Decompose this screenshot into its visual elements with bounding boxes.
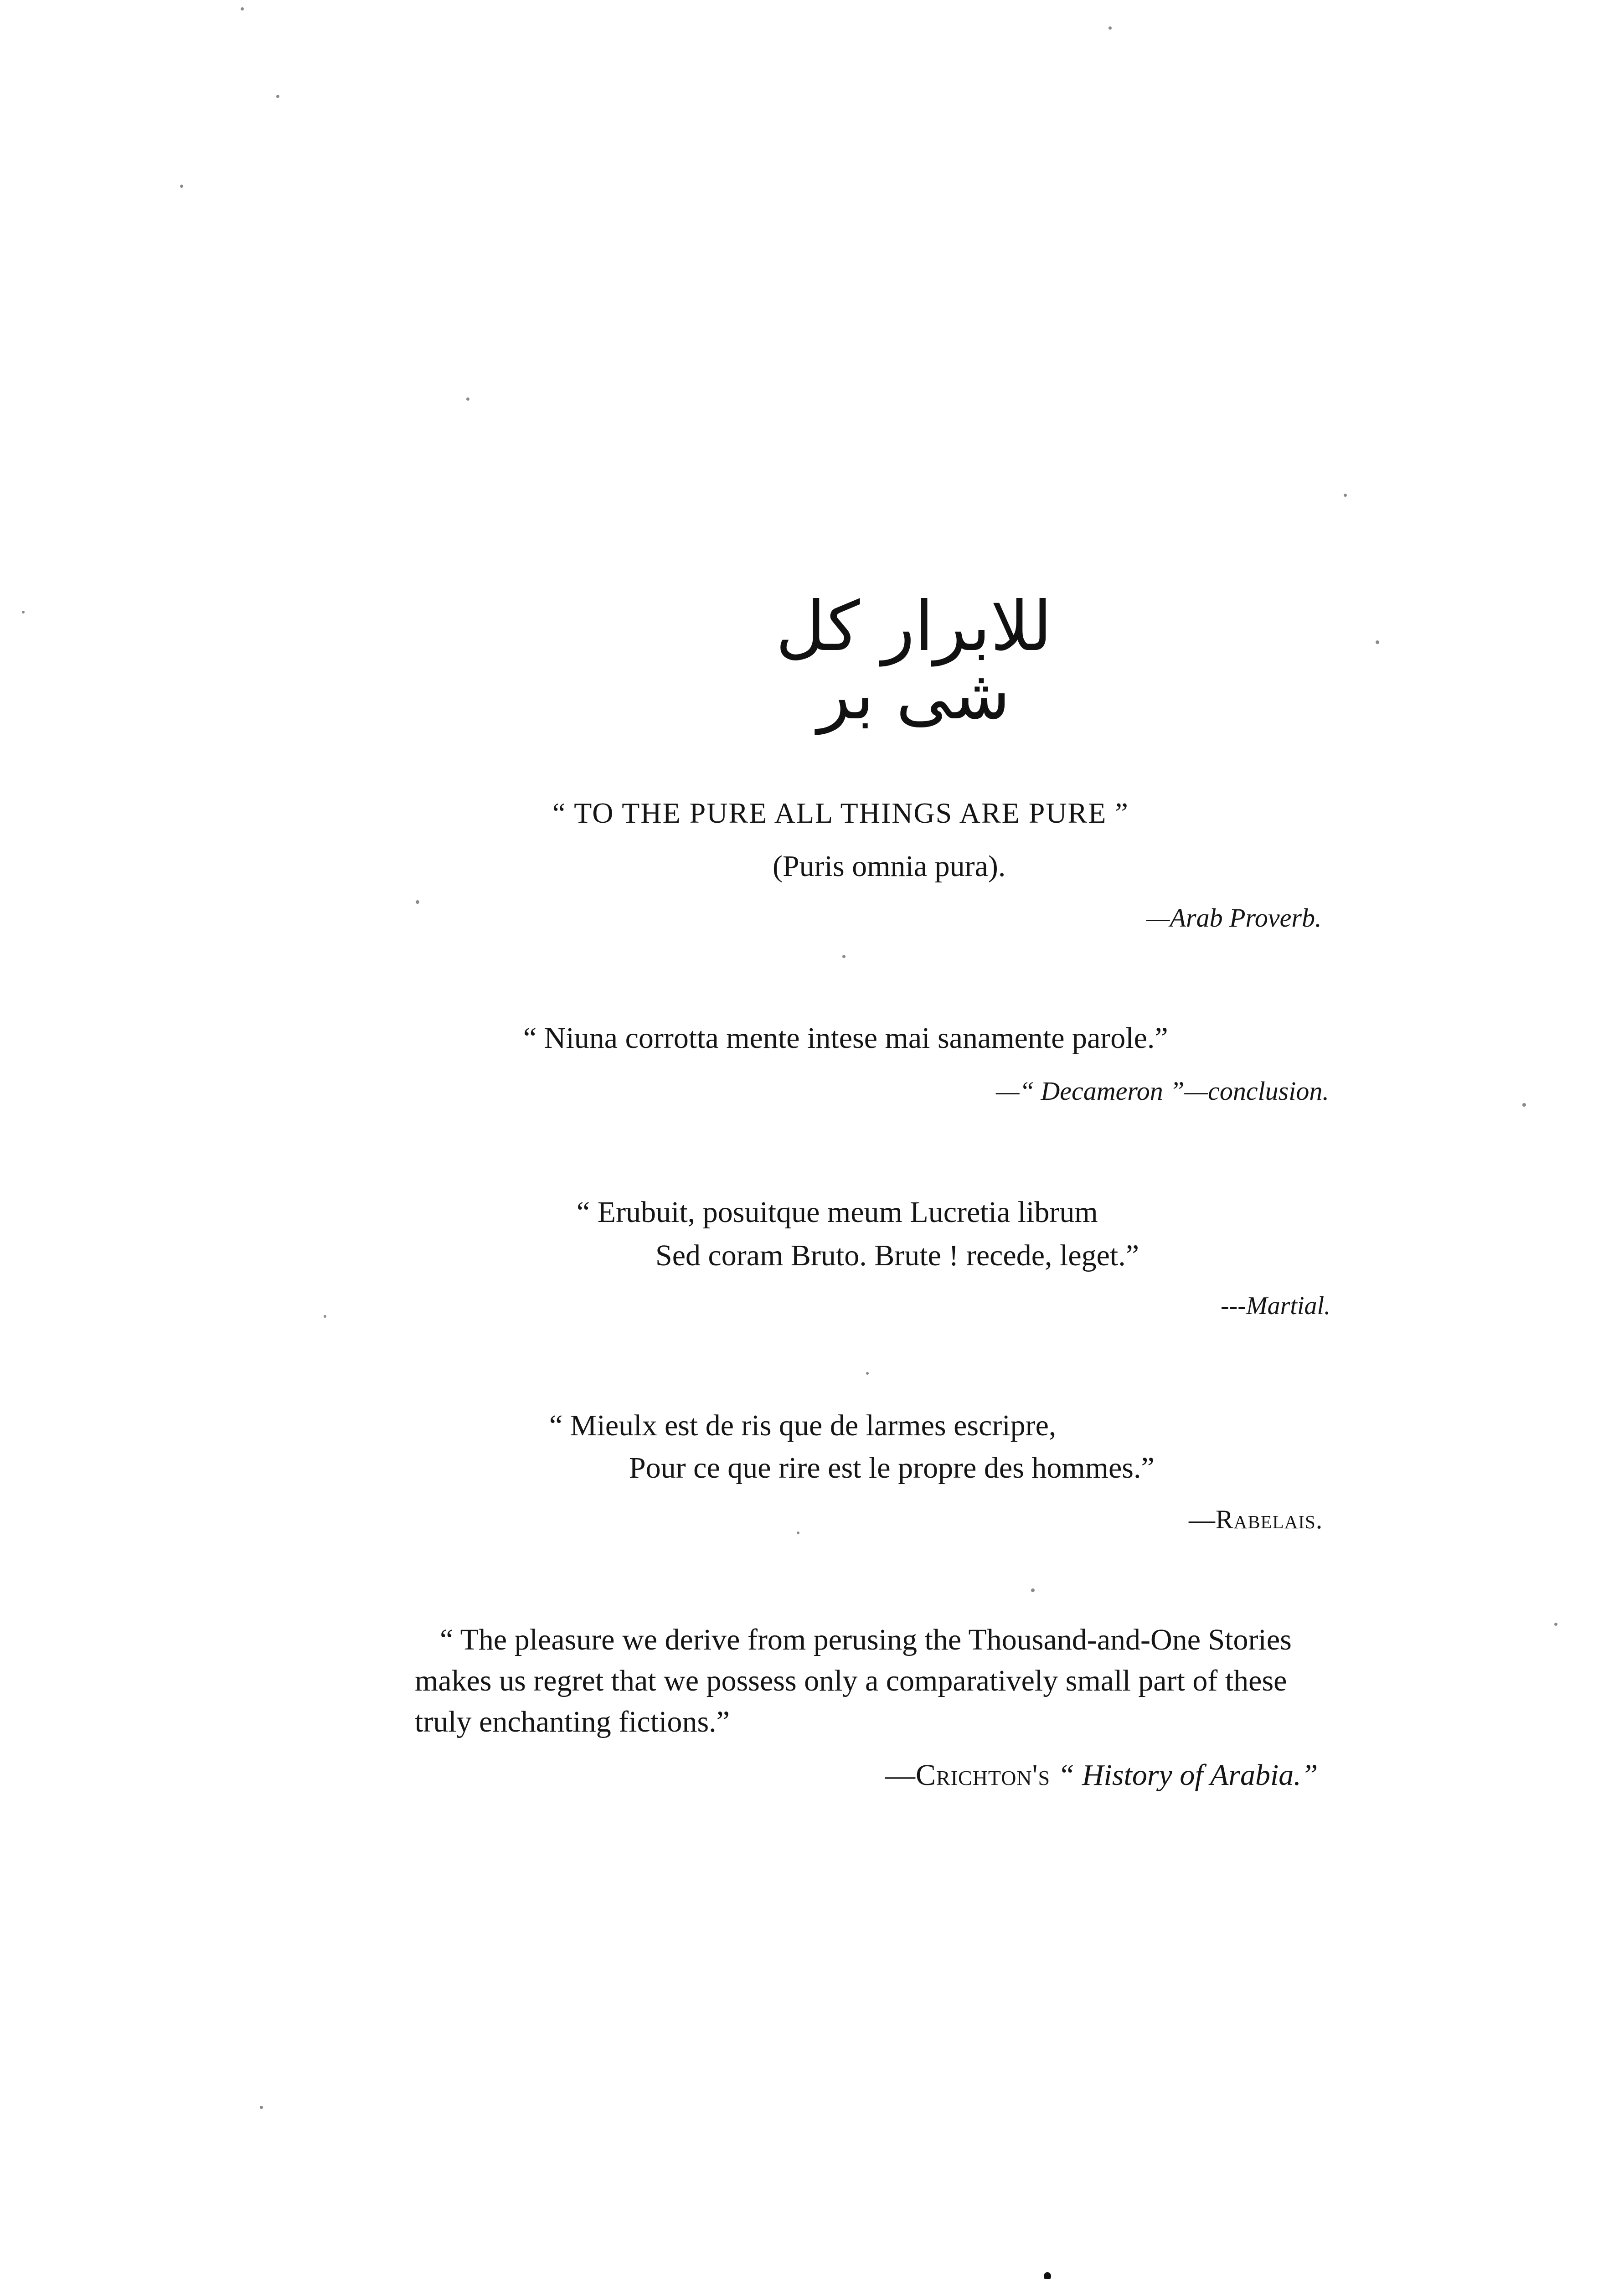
arabic-proverb: للابرار كل شى بر bbox=[775, 587, 1052, 735]
quote-5-line-3: truly enchanting fictions.” bbox=[415, 1705, 730, 1738]
scan-speck bbox=[1344, 494, 1347, 497]
scan-speck bbox=[866, 1372, 869, 1375]
scan-speck bbox=[1522, 1103, 1526, 1107]
quote-5-line-2: makes us regret that we possess only a comparatively small part of these bbox=[415, 1664, 1287, 1697]
scan-speck bbox=[22, 611, 25, 614]
quote-4-line-2: Pour ce que rire est le propre des hommes.” bbox=[629, 1451, 1155, 1485]
quote-2-attribution: —“ Decameron ”—conclusion. bbox=[996, 1076, 1329, 1106]
scan-speck bbox=[466, 397, 469, 401]
scan-speck bbox=[842, 955, 846, 958]
scan-speck bbox=[241, 7, 244, 10]
quote-3-attribution: ---Martial. bbox=[1221, 1292, 1331, 1320]
quote-1-attribution: —Arab Proverb. bbox=[1146, 903, 1322, 933]
quote-4-attribution: —Rabelais. bbox=[1189, 1505, 1323, 1534]
scan-speck bbox=[324, 1315, 326, 1318]
scan-speck bbox=[1108, 26, 1112, 30]
scan-speck bbox=[180, 185, 183, 188]
scan-speck bbox=[1376, 640, 1379, 644]
scan-speck bbox=[260, 2106, 263, 2109]
quote-1-line-1: “ TO THE PURE ALL THINGS ARE PURE ” bbox=[552, 797, 1129, 829]
quote-4-line-1: “ Mieulx est de ris que de larmes escripre, bbox=[549, 1409, 1057, 1442]
scan-speck bbox=[416, 900, 419, 904]
quote-5-title: “ History of Arabia.” bbox=[1057, 1758, 1318, 1792]
scan-speck bbox=[1554, 1623, 1557, 1626]
scan-speck bbox=[276, 95, 279, 98]
quote-1-line-2: (Puris omnia pura). bbox=[773, 850, 1006, 883]
quote-5-author: —Crichton's bbox=[885, 1758, 1051, 1792]
scan-speck bbox=[1031, 1588, 1035, 1592]
quote-2-line-1: “ Niuna corrotta mente intese mai sanamente parole.” bbox=[523, 1021, 1168, 1055]
quote-3-line-2: Sed coram Bruto. Brute ! recede, leget.” bbox=[655, 1239, 1139, 1272]
scan-speck bbox=[797, 1531, 799, 1534]
quote-3-line-1: “ Erubuit, posuitque meum Lucretia librum bbox=[577, 1196, 1098, 1229]
quote-5-line-1: “ The pleasure we derive from perusing the Thousand-and-One Stories bbox=[440, 1623, 1292, 1656]
scan-speck bbox=[1044, 2272, 1051, 2279]
quote-5-attribution bbox=[885, 1760, 1318, 1790]
